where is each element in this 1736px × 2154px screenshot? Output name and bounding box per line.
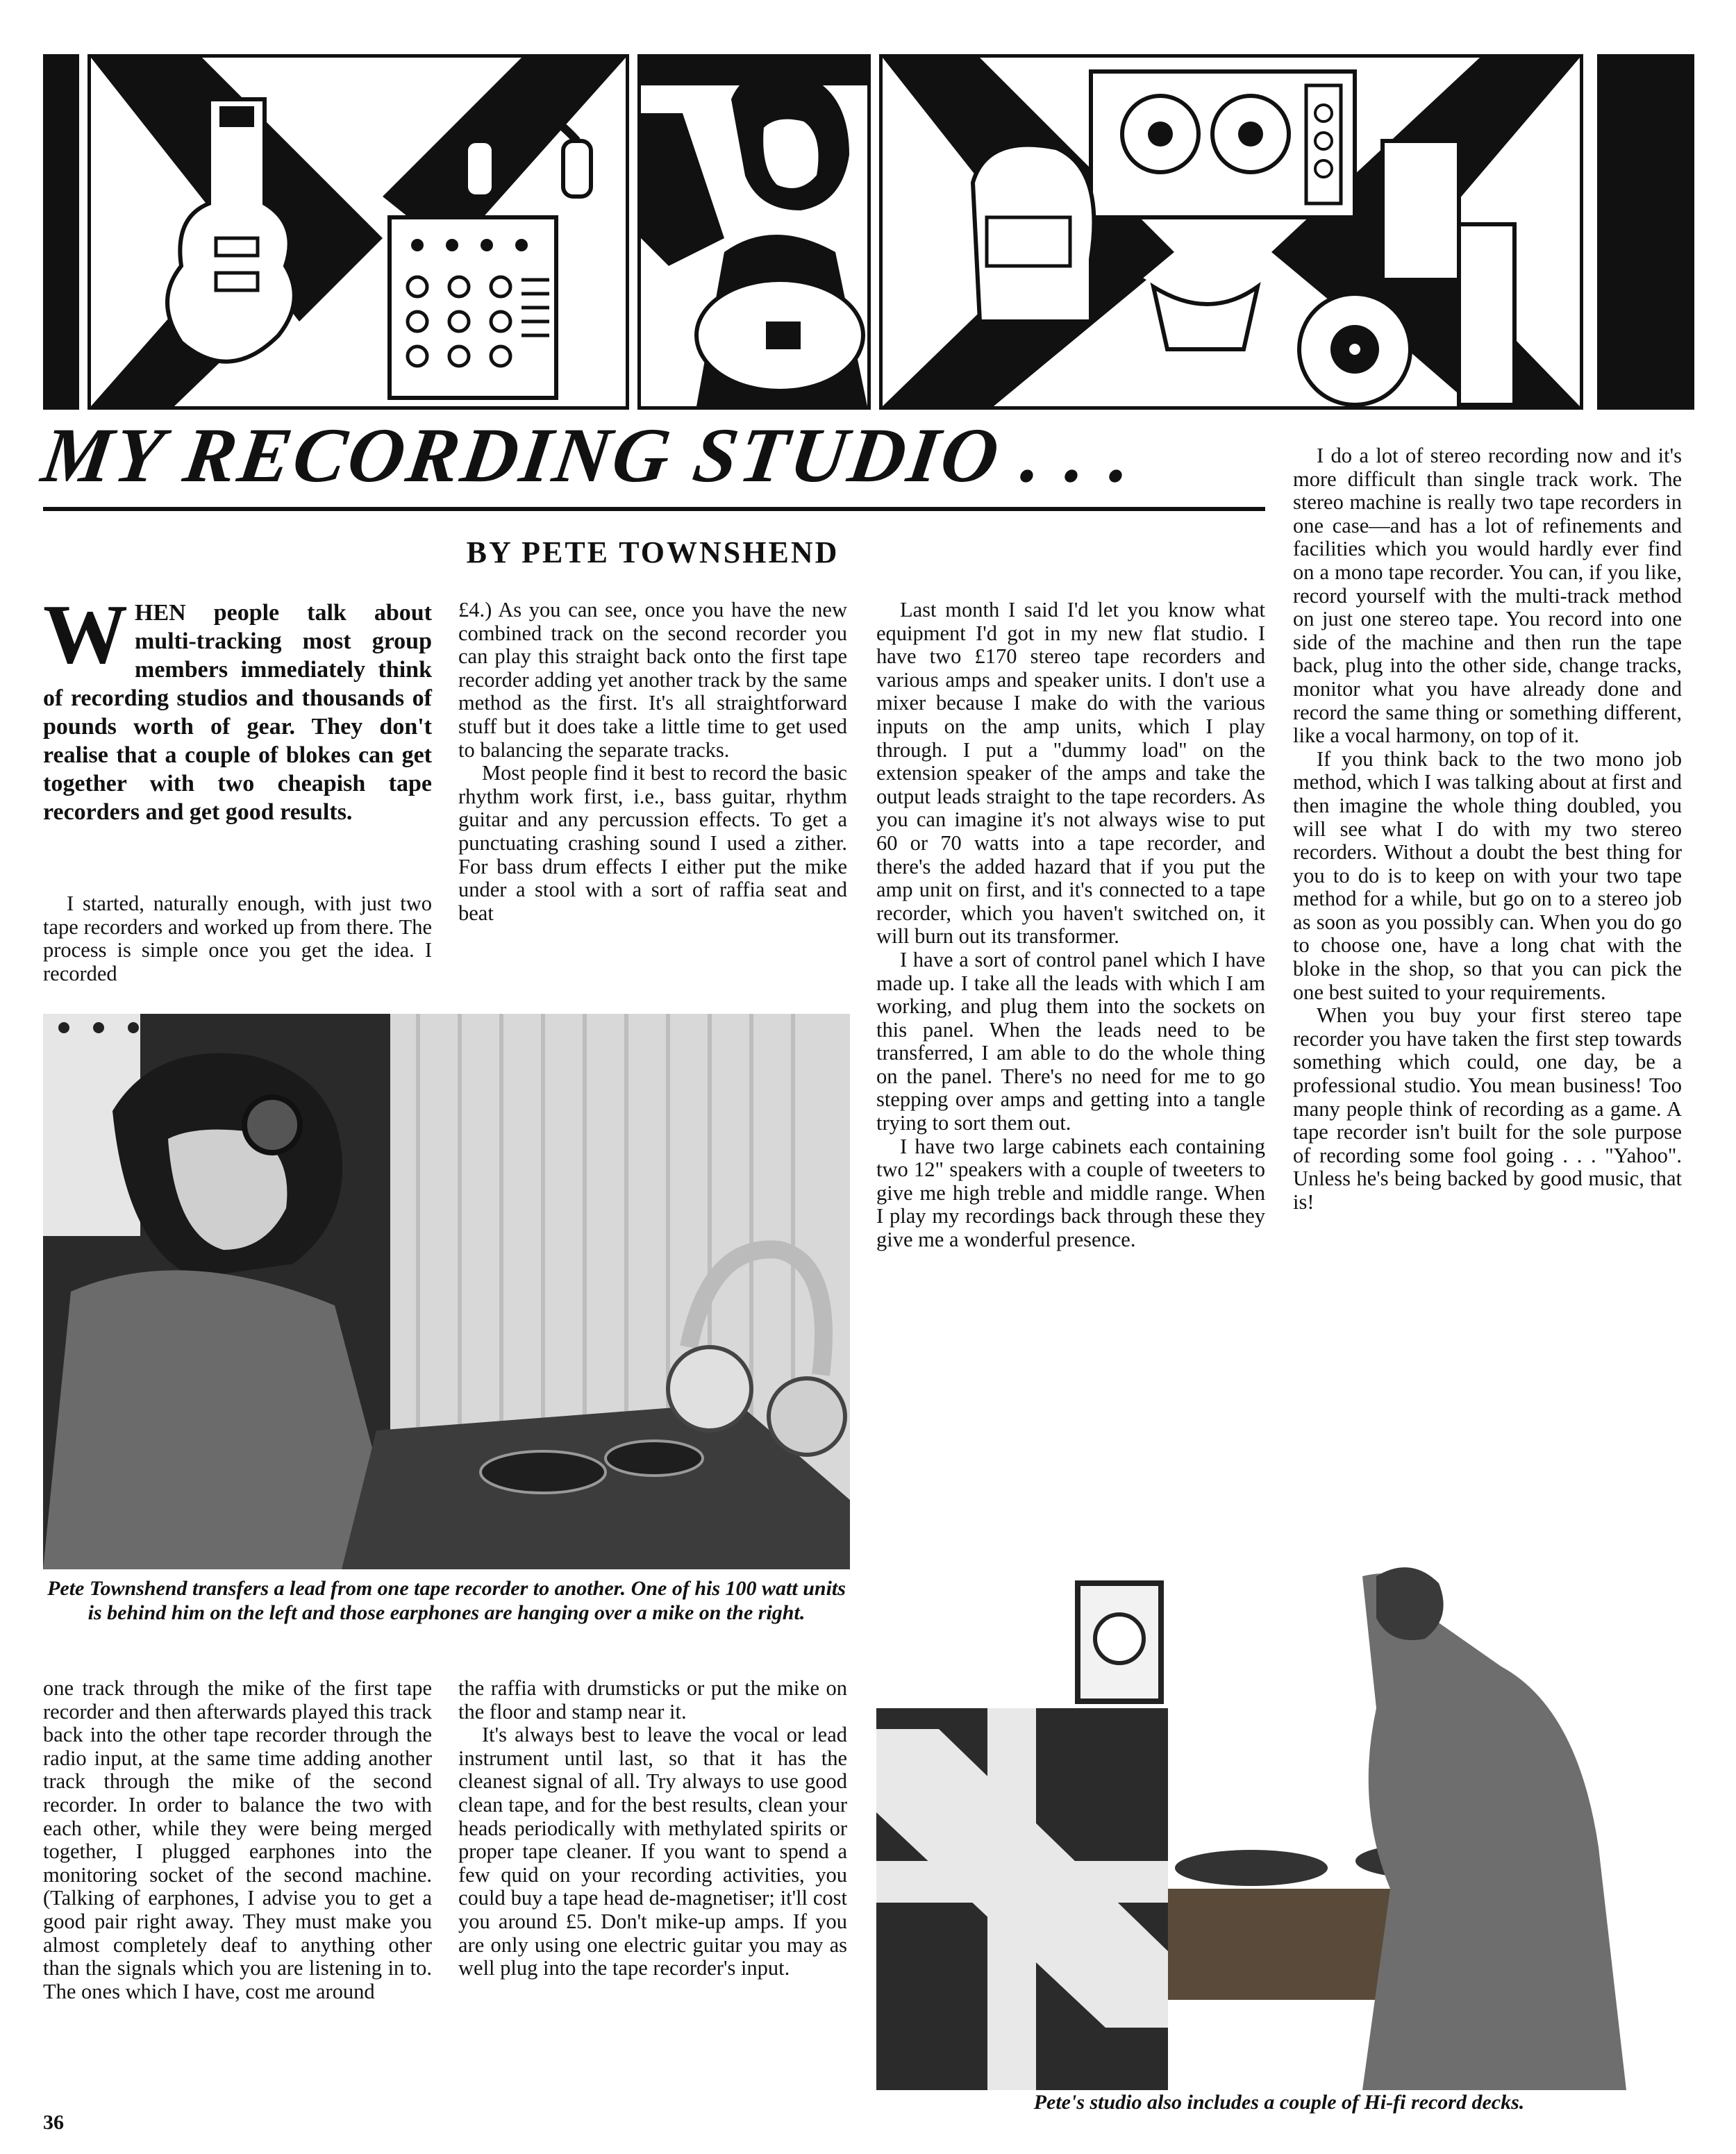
photo-record-decks	[876, 1500, 1682, 2090]
guitar-mixer-illustration	[91, 58, 626, 406]
column-1-bottom	[43, 1677, 432, 2003]
header-right-black-bar	[1597, 54, 1694, 410]
photo-townshend-tape-recorder	[43, 1014, 850, 1569]
paragraph: I have two large cabinets each containing two 12" speakers with a couple of tweeters to give me high treble and middle range. When I play my recordings back through these they give me a wonderful presence.	[876, 1134, 1265, 1252]
photo-record-decks-image	[876, 1500, 1682, 2090]
article-title: MY RECORDING STUDIO . . .	[37, 412, 1140, 499]
title-rule	[43, 507, 1265, 511]
photo1-caption: Pete Townshend transfers a lead from one tape recorder to another. One of his 100 watt units is behind him on the left and those earphones are hanging over a mike on the right.	[47, 1577, 846, 1624]
page-number: 36	[43, 2111, 64, 2134]
header-panel-right	[879, 54, 1583, 410]
paragraph: the raffia with drumsticks or put the mike on the floor and stamp near it.	[458, 1676, 847, 1723]
column-1-top	[43, 892, 432, 985]
header-panel-middle	[637, 54, 871, 410]
photo2-caption: Pete's studio also includes a couple of Hi-fi record decks.	[1033, 2091, 1525, 2114]
paragraph: I have a sort of control panel which I have made up. I take all the leads with which I am working, and plug them into the sockets on this panel. When the leads need to be transferred, I am able to do the whole thing on the panel. There's no need for me to go stepping over amps and getting into a tangle trying to sort them out.	[876, 947, 1265, 1135]
paragraph: £4.) As you can see, once you have the new combined track on the second recorder you can play this straight back onto the first tape recorder adding yet another track by the same method as the first. It's all straightforward stuff but it does take a little time to get used to balancing the separate tracks.	[458, 598, 847, 762]
paragraph: one track through the mike of the first tape recorder and then afterwards played this track back into the other tape recorder through the radio input, at the same time adding another track through the mike of the second recorder. In order to balance the two with each other, while they were being merged together, I plugged earphones into the monitoring socket of the second machine. (Talking of earphones, I advise you to get a good pair right away. They must make you almost completely deaf to anything other than the signals which you are listening in to. The ones which I have, cost me around	[43, 1676, 432, 2003]
paragraph: Last month I said I'd let you know what equipment I'd got in my new flat studio. I have two £170 stereo tape recorders and various amps and speaker units. I don't use a mixer because I make do with the various inputs on the amp units, which I play through. I put a "dummy load" on the extension speaker of the amps and take the output leads straight to the tape recorders. As you can imagine it's not always wise to put 60 or 70 watts into a tape recorder, and there's the added hazard that if you put the amp unit on first, and it's connected to a tape recorder, which you haven't switched on, it will burn out its transformer.	[876, 598, 1265, 949]
column-4	[1293, 444, 1682, 1214]
paragraph: Most people find it best to record the basic rhythm work first, i.e., bass guitar, rhythm guitar and any percussion effects. To get a punctuating crashing sound I used a zither. For bass drum effects I either put the mike under a stool with a sort of raffia seat and beat	[458, 761, 847, 925]
byline: BY PETE TOWNSHEND	[466, 535, 840, 569]
paragraph: I do a lot of stereo recording now and it's more difficult than single track work. The stereo machine is really two tape recorders in one case—and has a lot of refinements and facilities which you would hardly ever find on a mono tape recorder. You can, if you like, record yourself with the multi-track method on just one stereo tape. You record into one side of the machine and then run the tape back, plug into the other side, change tracks, monitor what you have already done and record the same thing or something different, like a vocal harmony, on top of it.	[1293, 444, 1682, 748]
lead-text: HEN people talk about multi-tracking most group members immediately think of recording studios and thousands of pounds worth of gear. They don't realise that a couple of blokes can get together with two cheapish tape recorders and get good results.	[43, 600, 432, 825]
paragraph: When you buy your first stereo tape recorder you have taken the first step towards something which could, one day, be a professional studio. You mean business! Too many people think of recording as a game. A tape recorder isn't built for the sole purpose of recording some fool going . . . "Yahoo". Unless he's being backed by good music, that is!	[1293, 1003, 1682, 1214]
paragraph: If you think back to the two mono job method, which I was talking about at first and then imagine the whole thing doubled, you will see what I do with my two stereo recorders. Without a doubt the best thing for you to do is to keep on with your two tape method for a while, but go on to a stereo job as soon as you possibly can. When you do go to choose one, have a long chat with the bloke in the shop, so that you can pick the one best suited to your requirements.	[1293, 746, 1682, 1004]
header-panel-left	[87, 54, 629, 410]
header-left-black-bar	[43, 54, 79, 410]
paragraph: I started, naturally enough, with just two tape recorders and worked up from there. The process is simple once you get the idea. I recorded	[43, 892, 432, 985]
column-2-bottom	[458, 1677, 847, 1980]
paragraph: It's always best to leave the vocal or lead instrument until last, so that it has the cleanest signal of all. Try always to use good clean tape, and for the best results, clean your heads periodically with methylated spirits or proper tape cleaner. If you want to spend a few quid on your recording activities, you could buy a tape head de-magnetiser; it'll cost you around £5. Don't mike-up amps. If you are only using one electric guitar you may as well plug into the tape recorder's input.	[458, 1723, 847, 1980]
column-3	[876, 599, 1265, 1252]
lead-paragraph	[43, 587, 432, 826]
drop-cap: W	[43, 587, 128, 681]
column-2-top	[458, 599, 847, 925]
musician-illustration	[641, 58, 867, 406]
photo-townshend-image	[43, 1014, 850, 1569]
tape-recorder-illustration	[883, 58, 1580, 406]
